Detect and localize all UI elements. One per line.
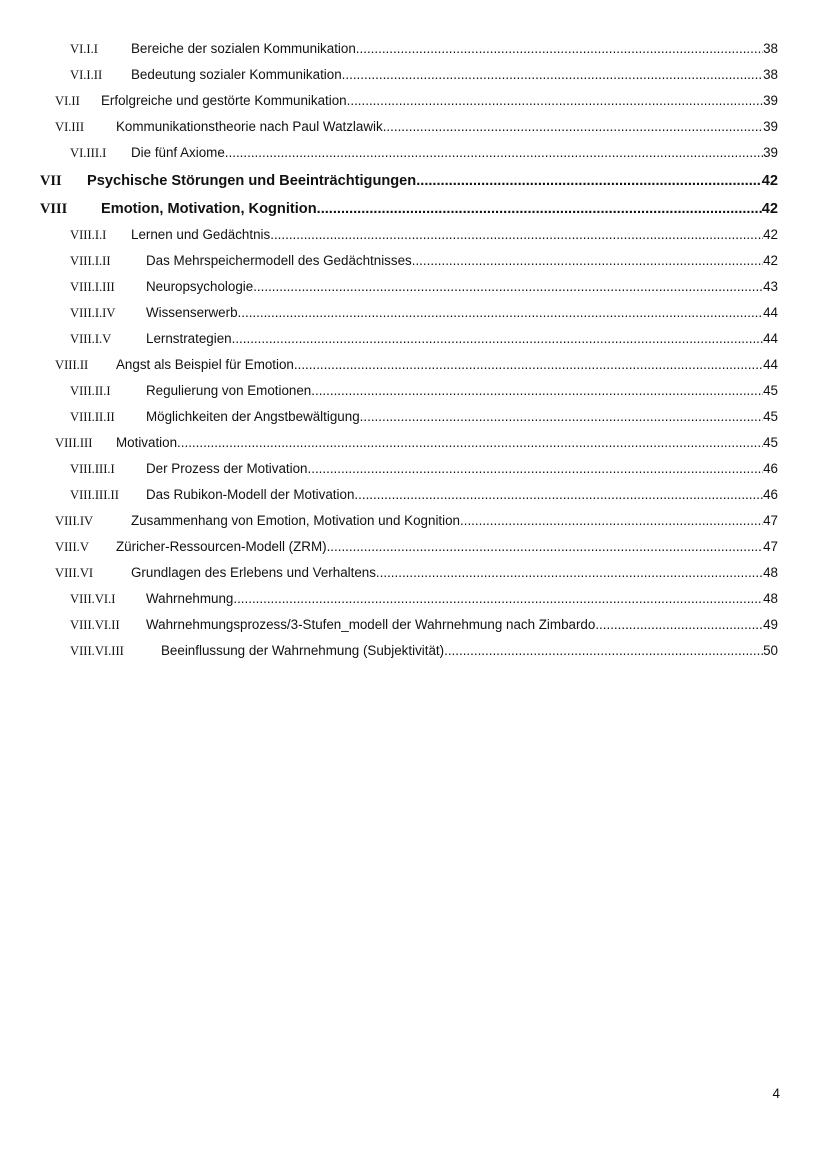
toc-entry-page: 42 (763, 253, 778, 268)
toc-leader-dots (412, 252, 763, 270)
toc-leader-dots (294, 356, 763, 374)
toc-leader-dots (460, 512, 763, 530)
toc-entry-title: Motivation (116, 435, 178, 450)
toc-entry-title: Emotion, Motivation, Kognition (101, 201, 317, 217)
page-number: 4 (772, 1086, 780, 1101)
toc-entry[interactable] (55, 430, 778, 452)
toc-entry-title: Erfolgreiche und gestörte Kommunikation (101, 93, 347, 108)
toc-entry-number: VIII.III.I (70, 462, 115, 476)
toc-entry[interactable] (55, 352, 778, 374)
toc-entry-title: Angst als Beispiel für Emotion (116, 357, 294, 372)
toc-entry[interactable] (55, 88, 778, 110)
toc-entry-title: Das Mehrspeichermodell des Gedächtnisses (146, 253, 412, 268)
toc-entry[interactable] (70, 140, 778, 162)
toc-leader-dots (595, 616, 763, 634)
toc-entry[interactable] (70, 378, 778, 400)
toc-entry-page: 45 (763, 409, 778, 424)
toc-entry-page: 44 (763, 357, 778, 372)
toc-leader-dots (356, 40, 763, 58)
toc-entry[interactable] (70, 36, 778, 58)
toc-entry-page: 43 (763, 279, 778, 294)
toc-entry-title: Kommunikationstheorie nach Paul Watzlawik (116, 119, 383, 134)
toc-entry-page: 42 (763, 227, 778, 242)
toc-leader-dots (383, 118, 763, 136)
toc-leader-dots (308, 460, 764, 478)
toc-leader-dots (238, 304, 764, 322)
toc-entry-page: 48 (763, 565, 778, 580)
toc-entry-title: Der Prozess der Motivation (146, 461, 308, 476)
toc-entry-number: VIII.I.IV (70, 306, 116, 320)
toc-leader-dots (311, 382, 763, 400)
toc-entry-number: VIII.II.I (70, 384, 111, 398)
toc-entry-title: Die fünf Axiome (131, 145, 225, 160)
toc-entry[interactable] (70, 456, 778, 478)
toc-entry-page: 47 (763, 539, 778, 554)
toc-entry-title: Psychische Störungen und Beeinträchtigungen (87, 173, 417, 189)
toc-entry-page: 44 (763, 331, 778, 346)
toc-entry-title: Das Rubikon-Modell der Motivation (146, 487, 355, 502)
toc-entry-number: VI.III (55, 120, 85, 134)
toc-entry-page: 38 (763, 67, 778, 82)
toc-leader-dots (225, 144, 763, 162)
toc-entry[interactable] (55, 560, 778, 582)
toc-entry-page: 44 (763, 305, 778, 320)
toc-entry-number: VI.III.I (70, 146, 107, 160)
toc-leader-dots (233, 590, 763, 608)
toc-leader-dots (376, 564, 763, 582)
toc-entry-title: Lernstrategien (146, 331, 232, 346)
toc-entry-title: Regulierung von Emotionen (146, 383, 312, 398)
toc-entry-title: Bereiche der sozialen Kommunikation (131, 41, 356, 56)
toc-entry-number: VIII.I.III (70, 280, 115, 294)
toc-chapter-entry[interactable] (40, 196, 778, 218)
toc-entry-title: Bedeutung sozialer Kommunikation (131, 67, 342, 82)
toc-entry-number: VIII.I.V (70, 332, 112, 346)
toc-entry-number: VIII.IV (55, 514, 94, 528)
toc-leader-dots (444, 642, 763, 660)
toc-entry-number: VIII.V (55, 540, 89, 554)
toc-entry[interactable] (70, 404, 778, 426)
toc-entry[interactable] (70, 248, 778, 270)
toc-entry-number: VIII.VI.III (70, 644, 124, 658)
toc-entry-page: 45 (763, 383, 778, 398)
toc-chapter-entry[interactable] (40, 168, 778, 190)
toc-entry-number: VIII.II.II (70, 410, 115, 424)
toc-entry-number: VIII.I.II (70, 254, 111, 268)
toc-entry-number: VIII.II (55, 358, 89, 372)
toc-leader-dots (177, 434, 763, 452)
toc-entry-page: 46 (763, 461, 778, 476)
toc-entry-title: Wahrnehmungsprozess/3-Stufen_modell der Wahrnehmung nach Zimbardo (146, 617, 596, 632)
toc-entry-number: VIII.VI.I (70, 592, 116, 606)
toc-entry-number: VIII.I.I (70, 228, 107, 242)
toc-entry-page: 42 (761, 173, 778, 189)
toc-entry-page: 50 (763, 643, 778, 658)
toc-leader-dots (232, 330, 763, 348)
toc-leader-dots (360, 408, 763, 426)
toc-leader-dots (347, 92, 763, 110)
toc-entry-page: 38 (763, 41, 778, 56)
toc-entry[interactable] (70, 300, 778, 322)
toc-entry[interactable] (55, 534, 778, 556)
toc-entry-page: 39 (763, 119, 778, 134)
toc-entry-page: 46 (763, 487, 778, 502)
toc-entry-title: Wissenserwerb (146, 305, 238, 320)
toc-leader-dots (253, 278, 763, 296)
toc-entry-title: Wahrnehmung (146, 591, 234, 606)
toc-entry[interactable] (70, 612, 778, 634)
toc-leader-dots (354, 486, 763, 504)
toc-entry-number: VI.I.II (70, 68, 103, 82)
toc-entry[interactable] (55, 114, 778, 136)
toc-entry-title: Züricher-Ressourcen-Modell (ZRM) (116, 539, 327, 554)
toc-entry[interactable] (70, 62, 778, 84)
toc-leader-dots (416, 172, 762, 190)
toc-entry-title: Grundlagen des Erlebens und Verhaltens (131, 565, 376, 580)
toc-entry[interactable] (70, 274, 778, 296)
toc-leader-dots (317, 200, 762, 218)
toc-entry-number: VIII.III.II (70, 488, 119, 502)
toc-entry-page: 48 (763, 591, 778, 606)
toc-leader-dots (327, 538, 764, 556)
toc-entry[interactable] (70, 222, 778, 244)
toc-entry-number: VIII.VI.II (70, 618, 120, 632)
toc-entry-number: VI.II (55, 94, 80, 108)
toc-entry-page: 42 (761, 201, 778, 217)
toc-entry[interactable] (55, 508, 778, 530)
toc-entry-number: VIII.III (55, 436, 93, 450)
toc-leader-dots (270, 226, 763, 244)
toc-entry[interactable] (70, 326, 778, 348)
toc-entry-page: 49 (763, 617, 778, 632)
toc-entry-title: Zusammenhang von Emotion, Motivation und Kognition (131, 513, 461, 528)
toc-entry-title: Lernen und Gedächtnis (131, 227, 271, 242)
toc-entry[interactable] (70, 638, 778, 660)
toc-entry-page: 47 (763, 513, 778, 528)
toc-entry-number: VIII (40, 201, 68, 217)
toc-entry-number: VII (40, 173, 62, 189)
toc-entry-page: 39 (763, 93, 778, 108)
toc-entry[interactable] (70, 482, 778, 504)
toc-entry-title: Beeinflussung der Wahrnehmung (Subjektivität) (161, 643, 445, 658)
toc-entry[interactable] (70, 586, 778, 608)
toc-entry-number: VI.I.I (70, 42, 98, 56)
toc-entry-number: VIII.VI (55, 566, 94, 580)
toc-entry-title: Möglichkeiten der Angstbewältigung (146, 409, 360, 424)
toc-entry-page: 39 (763, 145, 778, 160)
toc-leader-dots (342, 66, 763, 84)
toc-entry-title: Neuropsychologie (146, 279, 254, 294)
toc-entry-page: 45 (763, 435, 778, 450)
